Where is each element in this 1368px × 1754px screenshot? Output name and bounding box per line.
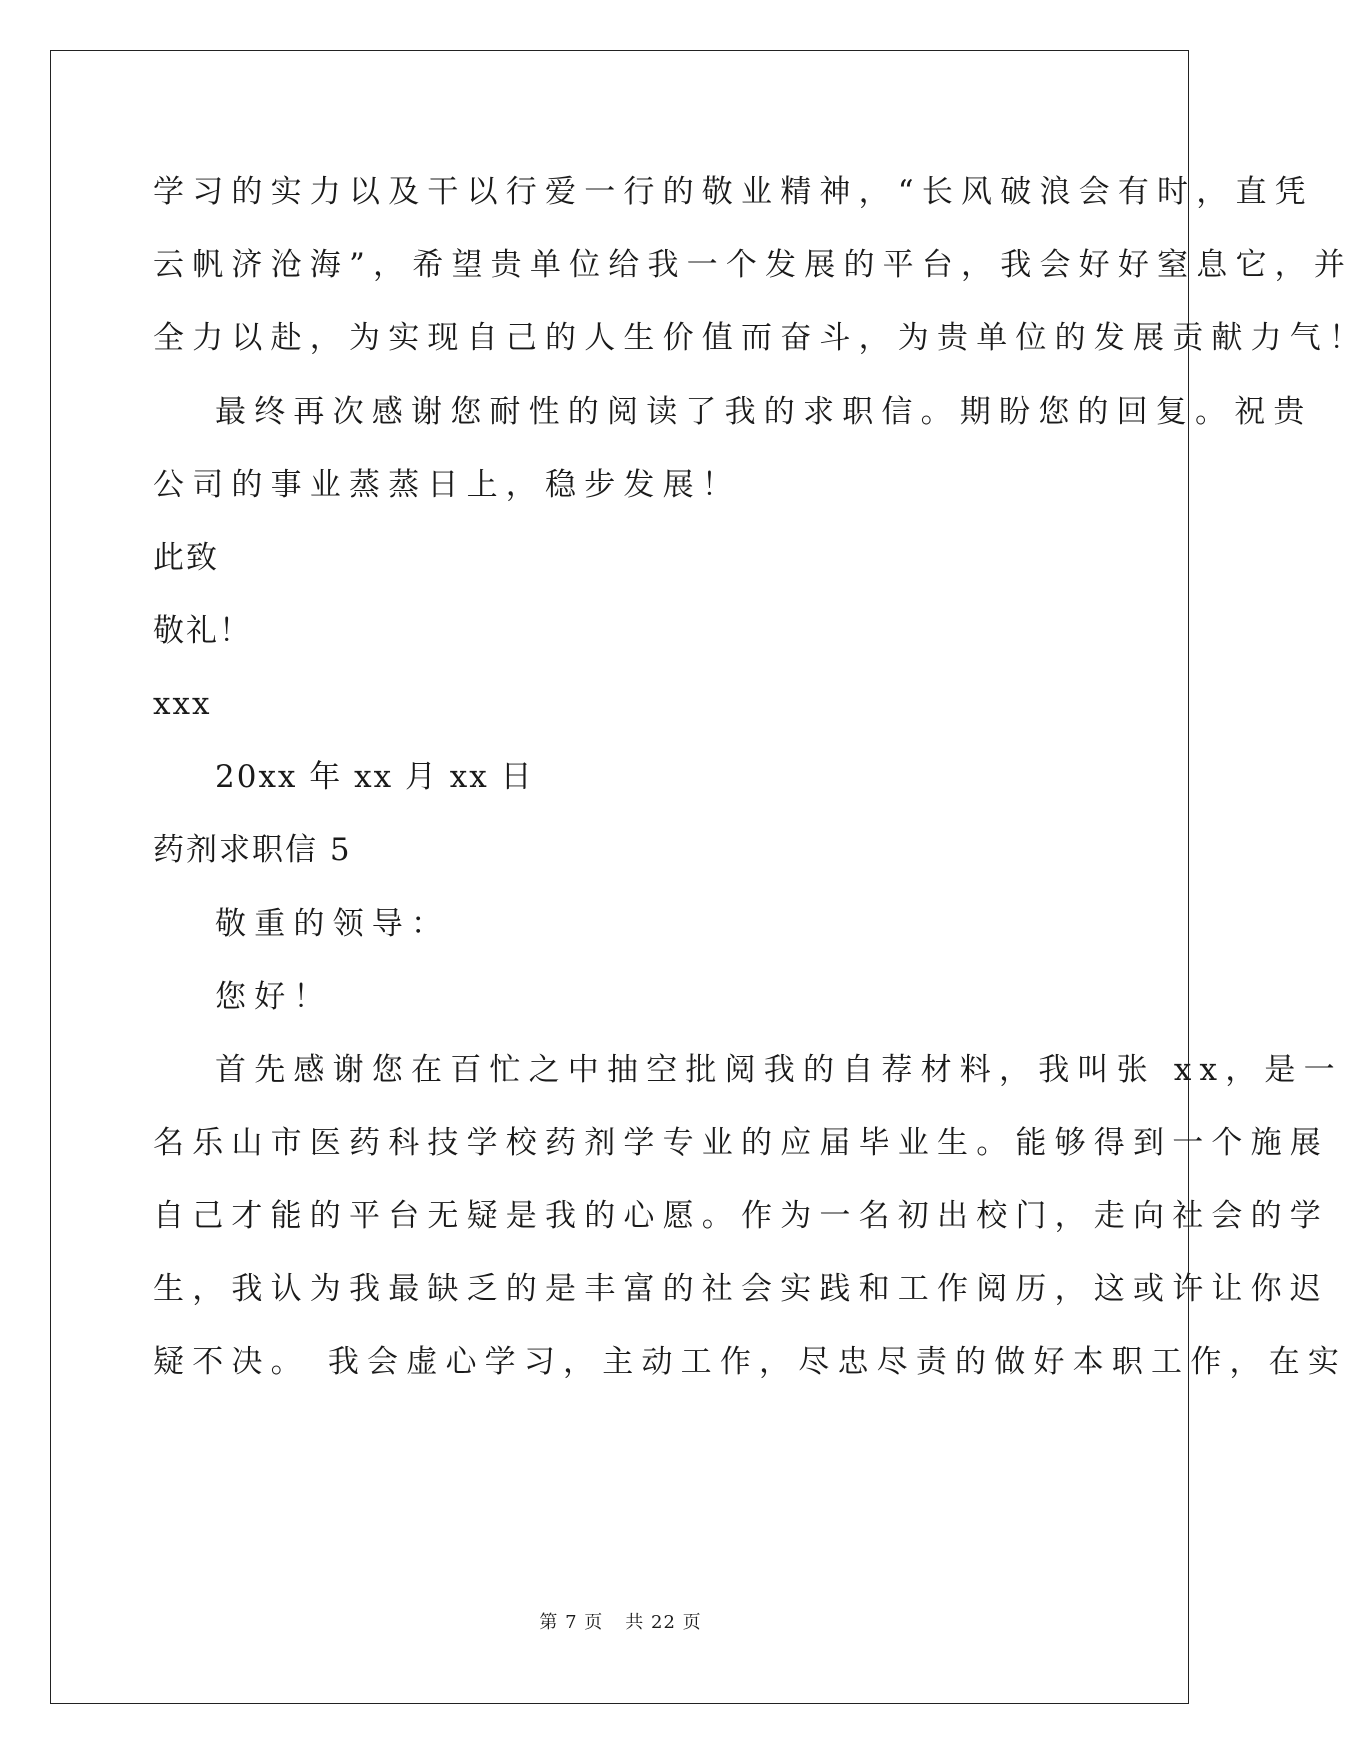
- greeting: 敬重的领导：: [215, 906, 451, 942]
- signature-name: xxx: [153, 686, 212, 722]
- closing-salutation: 此致: [153, 540, 219, 576]
- body-line: 公司的事业蒸蒸日上，稳步发展！: [153, 467, 741, 503]
- body-line: 首先感谢您在百忙之中抽空批阅我的自荐材料，我叫张 xx，是一: [215, 1052, 1343, 1088]
- page-number: 第 7 页: [539, 1612, 604, 1633]
- body-line: 名乐山市医药科技学校药剂学专业的应届毕业生。能够得到一个施展: [153, 1125, 1329, 1161]
- page-border: [50, 50, 1189, 1704]
- letter-date: 20xx 年 xx 月 xx 日: [215, 759, 534, 795]
- section-heading: 药剂求职信 5: [153, 832, 352, 868]
- closing-regards: 敬礼！: [153, 613, 252, 649]
- body-line: 生，我认为我最缺乏的是丰富的社会实践和工作阅历，这或许让你迟: [153, 1271, 1329, 1307]
- greeting-hello: 您好！: [215, 979, 333, 1015]
- page-footer: [0, 1608, 1241, 1634]
- body-line: 最终再次感谢您耐性的阅读了我的求职信。期盼您的回复。祝贵: [215, 394, 1313, 430]
- body-line: 自己才能的平台无疑是我的心愿。作为一名初出校门，走向社会的学: [153, 1198, 1329, 1234]
- page-total: 共 22 页: [625, 1612, 702, 1633]
- body-line: 云帆济沧海”，希望贵单位给我一个发展的平台，我会好好窒息它，并: [153, 247, 1354, 283]
- body-line: 疑不决。 我会虚心学习，主动工作，尽忠尽责的做好本职工作，在实: [153, 1344, 1348, 1380]
- body-line: 学习的实力以及干以行爱一行的敬业精神，“长风破浪会有时，直凭: [153, 174, 1314, 210]
- body-line: 全力以赴，为实现自己的人生价值而奋斗，为贵单位的发展贡献力气！: [153, 320, 1368, 356]
